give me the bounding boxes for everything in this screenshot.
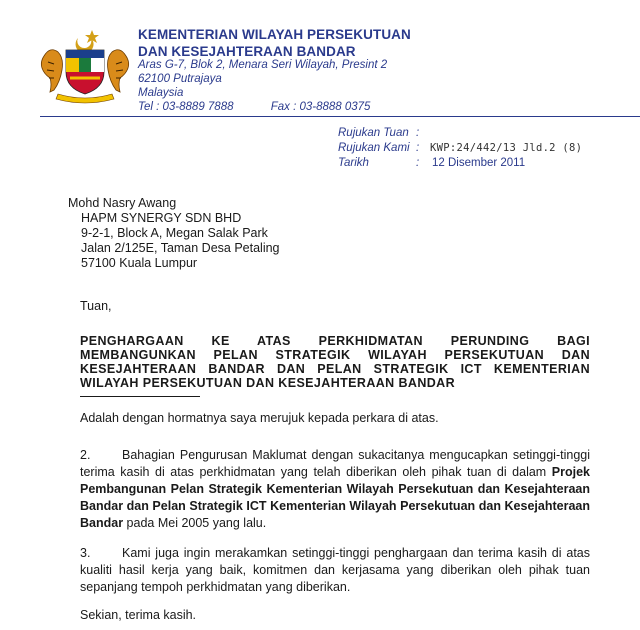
paragraph-2: [80, 447, 590, 532]
ref-tuan-label: Rujukan Tuan: [338, 127, 409, 139]
paragraph-2-text-a: Bahagian Pengurusan Maklumat dengan sukacitanya mengucapkan setinggi-tinggi terima kasih di atas perkhidmatan yang telah diberikan oleh pihak tuan di dalam: [80, 448, 590, 479]
ref-kami-label: Rujukan Kami: [338, 142, 410, 154]
ministry-name: [138, 26, 411, 60]
closing-line: Sekian, terima kasih.: [80, 608, 197, 622]
ref-date-label: Tarikh: [338, 157, 369, 169]
tel-number: Tel : 03-8889 7888: [138, 101, 234, 113]
recipient-address-line3: 57100 Kuala Lumpur: [81, 256, 198, 270]
fax-number: Fax : 03-8888 0375: [270, 101, 371, 113]
project-name: Projek Pembangunan Pelan Strategik Kementerian Wilayah Persekutuan dan Kesejahteraan Bandar dan Pelan Strategik ICT Kementerian Wilayah Persekutuan dan Kesejahteraan Bandar: [80, 465, 590, 530]
ref-date-value: 12 Disember 2011: [432, 157, 526, 169]
ref-tuan-row: [338, 126, 582, 141]
recipient-name: Mohd Nasry Awang: [68, 196, 177, 210]
subject-underline: [80, 396, 200, 397]
intro-paragraph: Adalah dengan hormatnya saya merujuk kepada perkara di atas.: [80, 411, 439, 425]
address-line3: Malaysia: [138, 87, 184, 99]
contact-line: [138, 100, 387, 114]
recipient-address-line2: Jalan 2/125E, Taman Desa Petaling: [81, 241, 280, 255]
ref-colon: :: [416, 127, 420, 139]
ref-colon: :: [416, 142, 420, 154]
address-line1: Aras G-7, Blok 2, Menara Seri Wilayah, Presint 2: [138, 59, 388, 71]
ministry-name-line2: DAN KESEJAHTERAAN BANDAR: [138, 44, 356, 59]
letterhead-divider: [40, 116, 640, 117]
malaysia-coat-of-arms-icon: [40, 28, 130, 104]
ministry-name-line1: KEMENTERIAN WILAYAH PERSEKUTUAN: [138, 27, 411, 42]
ref-date-row: [338, 156, 582, 171]
salutation: Tuan,: [80, 299, 112, 313]
recipient-company: HAPM SYNERGY SDN BHD: [81, 211, 242, 225]
ref-kami-value: KWP:24/442/13 Jld.2 (8): [430, 142, 583, 154]
subject-heading: PENGHARGAAN KE ATAS PERKHIDMATAN PERUNDING BAGI MEMBANGUNKAN PELAN STRATEGIK WILAYAH PERSEKUTUAN DAN KESEJAHTERAAN BANDAR DAN PELAN STRATEGIK ICT KEMENTERIAN WILAYAH PERSEKUTUAN DAN KESEJAHTERAAN BANDAR: [80, 334, 590, 390]
ref-kami-row: [338, 141, 582, 156]
ministry-address: [138, 58, 387, 114]
reference-block: [338, 126, 582, 171]
paragraph-3: [80, 545, 590, 596]
paragraph-3-text: Kami juga ingin merakamkan setinggi-tinggi penghargaan dan terima kasih di atas kualiti hasil kerja yang baik, komitmen dan kerjasama yang diberikan oleh pihak tuan sepanjang tempoh perkhidmatan yang diberikan.: [80, 546, 590, 594]
ref-colon: :: [416, 157, 420, 169]
paragraph-2-number: 2.: [80, 448, 91, 462]
recipient-address-line1: 9-2-1, Block A, Megan Salak Park: [81, 226, 268, 240]
paragraph-2-text-b: pada Mei 2005 yang lalu.: [123, 516, 267, 530]
address-line2: 62100 Putrajaya: [138, 73, 222, 85]
recipient-address: [68, 196, 280, 271]
paragraph-3-number: 3.: [80, 546, 91, 560]
